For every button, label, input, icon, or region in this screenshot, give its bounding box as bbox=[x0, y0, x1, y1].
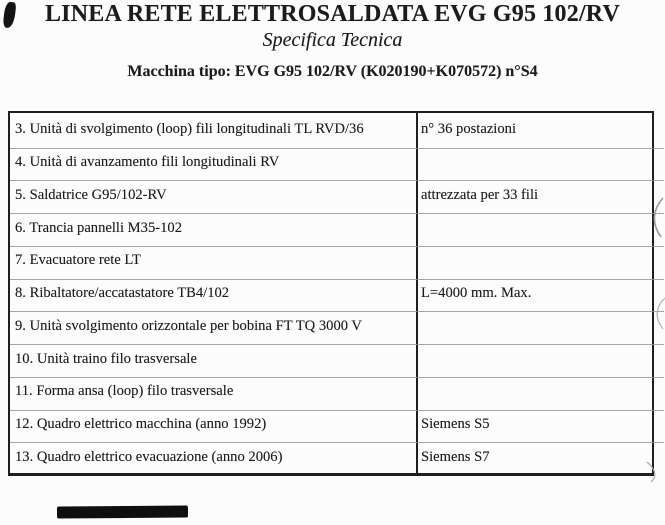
item-cell: 9. Unità svolgimento orizzontale per bobina FT TQ 3000 V bbox=[15, 317, 362, 334]
column-divider-line bbox=[416, 112, 418, 474]
detail-cell: attrezzata per 33 fili bbox=[421, 186, 539, 203]
table-row bbox=[10, 146, 652, 179]
item-cell: 11. Forma ansa (loop) filo trasversale bbox=[15, 383, 234, 400]
item-cell: 8. Ribaltatore/accatastatore TB4/102 bbox=[15, 285, 230, 302]
row-separator-line bbox=[10, 311, 664, 312]
row-separator-line bbox=[10, 377, 664, 378]
table-row bbox=[10, 113, 652, 146]
machine-type-line: Macchina tipo: EVG G95 102/RV (K020190+K070572) n°S4 bbox=[127, 63, 538, 80]
pen-curl-right-middle bbox=[657, 298, 665, 329]
row-separator-line bbox=[10, 246, 664, 247]
spec-table-rows bbox=[10, 113, 652, 473]
item-cell: 5. Saldatrice G95/102-RV bbox=[15, 186, 167, 203]
item-cell: 10. Unità traino filo trasversale bbox=[15, 350, 197, 367]
table-row bbox=[10, 211, 652, 244]
row-separator-line bbox=[10, 180, 664, 181]
detail-cell: Siemens S5 bbox=[421, 415, 490, 432]
table-row bbox=[10, 408, 652, 441]
scan-ink-bar-bottom-left bbox=[57, 506, 188, 519]
item-cell: 13. Quadro elettrico evacuazione (anno 2006) bbox=[15, 448, 283, 465]
table-row bbox=[10, 178, 652, 211]
row-separator-line bbox=[10, 148, 664, 149]
row-separator-line bbox=[10, 344, 664, 345]
table-row bbox=[10, 244, 652, 277]
table-row bbox=[10, 309, 652, 342]
item-cell: 4. Unità di avanzamento fili longitudinali RV bbox=[15, 154, 280, 171]
table-row bbox=[10, 342, 652, 375]
spec-table bbox=[8, 111, 654, 476]
page-subtitle: Specifica Tecnica bbox=[262, 29, 403, 51]
detail-cell: L=4000 mm. Max. bbox=[421, 285, 532, 302]
row-separator-line bbox=[10, 279, 664, 280]
table-row bbox=[10, 277, 652, 310]
page-title: LINEA RETE ELETTROSALDATA EVG G95 102/RV bbox=[44, 1, 621, 27]
item-cell: 3. Unità di svolgimento (loop) fili longitudinali TL RVD/36 bbox=[15, 121, 364, 138]
detail-cell: n° 36 postazioni bbox=[421, 121, 517, 138]
table-row bbox=[10, 375, 652, 408]
row-separator-line bbox=[10, 410, 664, 411]
item-cell: 7. Evacuatore rete LT bbox=[15, 252, 141, 269]
item-cell: 12. Quadro elettrico macchina (anno 1992) bbox=[15, 415, 267, 432]
item-cell: 6. Trancia pannelli M35-102 bbox=[15, 219, 183, 236]
pen-curl-right-upper bbox=[654, 198, 663, 237]
row-separator-line bbox=[10, 442, 664, 443]
detail-cell: Siemens S7 bbox=[421, 448, 490, 465]
table-row bbox=[10, 440, 652, 473]
row-separator-line bbox=[10, 213, 664, 214]
